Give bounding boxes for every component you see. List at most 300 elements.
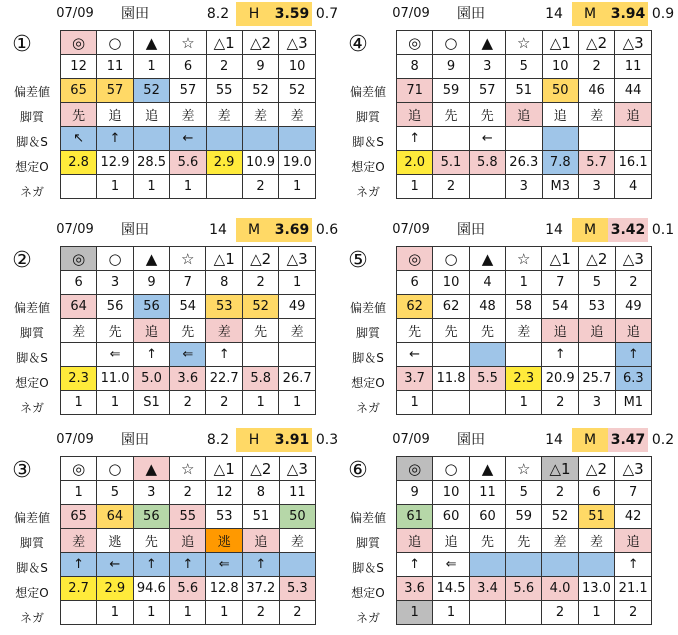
table-cell: ◎ <box>397 247 433 271</box>
table-cell: 4 <box>469 271 505 295</box>
symbol-row <box>397 31 652 55</box>
race-date: 07/09 <box>56 6 94 21</box>
horse-number-row <box>397 55 652 79</box>
table-cell: 55 <box>170 505 206 529</box>
table-cell: 9 <box>242 55 279 79</box>
table-cell: 5.6 <box>506 577 542 601</box>
table-cell: 差 <box>279 529 315 553</box>
race-header <box>340 428 675 452</box>
table-cell: 2 <box>279 601 315 625</box>
horse-number-row <box>61 55 316 79</box>
table-cell: △3 <box>279 247 316 271</box>
row-label: ネガ <box>355 401 380 415</box>
table-cell: 先 <box>433 103 469 127</box>
table-cell: 2 <box>542 601 578 625</box>
table-cell: ← <box>97 553 133 577</box>
row-label: 想定O <box>351 586 385 600</box>
table-cell: 10 <box>433 481 470 505</box>
row-label: 脚質 <box>19 110 44 124</box>
table-cell: 62 <box>433 295 470 319</box>
table-cell: ▲ <box>469 457 505 481</box>
row-label: 脚＆S <box>16 135 48 149</box>
expected-odds-row <box>61 577 316 601</box>
table-cell: ○ <box>97 457 133 481</box>
table-cell <box>433 343 470 367</box>
race-number: ① <box>12 32 32 57</box>
row-label: 脚質 <box>19 536 44 550</box>
expected-odds-row <box>61 367 316 391</box>
table-cell: 追 <box>133 319 169 343</box>
table-cell: 54 <box>170 295 206 319</box>
table-cell: 6 <box>61 271 97 295</box>
table-cell: 先 <box>133 529 170 553</box>
horse-number-row <box>397 271 652 295</box>
race-value: 0.7 <box>315 6 339 22</box>
race-panel <box>340 2 675 204</box>
table-cell: 3.6 <box>397 577 433 601</box>
table-cell: 1 <box>279 175 316 199</box>
race-number: ③ <box>12 458 32 483</box>
row-label: 脚＆S <box>352 351 384 365</box>
table-cell <box>579 343 616 367</box>
table-cell: ☆ <box>506 247 542 271</box>
table-cell: 53 <box>206 295 243 319</box>
table-cell: 64 <box>61 295 97 319</box>
horse-number-row <box>397 481 652 505</box>
table-cell: 1 <box>61 391 97 415</box>
table-cell: 2 <box>206 391 243 415</box>
expected-odds-row <box>397 577 652 601</box>
table-cell: 71 <box>397 79 433 103</box>
table-cell: ↑ <box>615 343 651 367</box>
table-cell <box>279 127 316 151</box>
table-cell: 5.1 <box>433 151 469 175</box>
table-cell: 3 <box>469 55 505 79</box>
table-cell: ◎ <box>397 457 433 481</box>
race-panel <box>4 2 339 204</box>
symbol-row <box>61 247 316 271</box>
table-cell: 42 <box>615 505 652 529</box>
row-label: 偏差値 <box>349 511 386 525</box>
negative-row <box>61 175 316 199</box>
table-cell: 11 <box>97 55 134 79</box>
table-cell: ↑ <box>615 553 652 577</box>
table-cell: 先 <box>469 529 505 553</box>
table-cell: 5.5 <box>469 367 505 391</box>
table-cell: 2 <box>206 55 242 79</box>
table-cell: 10 <box>279 55 316 79</box>
table-cell: △2 <box>243 457 280 481</box>
table-cell: ◎ <box>61 457 97 481</box>
table-cell: 51 <box>578 505 615 529</box>
table-cell: 2 <box>542 391 579 415</box>
table-cell: ◎ <box>397 31 433 55</box>
table-cell: 差 <box>242 103 279 127</box>
row-label: 脚質 <box>355 536 380 550</box>
table-cell: △2 <box>243 247 279 271</box>
prediction-table <box>60 30 316 199</box>
prediction-table <box>60 246 316 415</box>
running-style-row <box>61 103 316 127</box>
table-cell: ◎ <box>61 31 97 55</box>
table-cell: 37.2 <box>243 577 280 601</box>
table-cell: 2.0 <box>397 151 433 175</box>
table-cell: △1 <box>542 31 578 55</box>
row-label: 脚＆S <box>16 351 48 365</box>
table-cell: 5 <box>97 481 133 505</box>
table-cell: ▲ <box>469 31 505 55</box>
table-cell: 7 <box>542 271 579 295</box>
table-cell <box>506 601 542 625</box>
table-cell <box>505 127 542 151</box>
deviation-row <box>61 505 316 529</box>
table-cell: 65 <box>61 79 97 103</box>
table-cell: 9 <box>397 481 433 505</box>
race-distance: 14 <box>545 222 563 238</box>
table-cell <box>61 175 97 199</box>
table-cell: ↑ <box>61 553 97 577</box>
table-cell: ☆ <box>170 247 206 271</box>
table-cell: 2 <box>170 391 206 415</box>
table-cell: 52 <box>133 79 170 103</box>
race-venue: 園田 <box>121 432 149 448</box>
table-cell: 50 <box>542 79 578 103</box>
table-cell: 差 <box>578 103 614 127</box>
table-cell: 52 <box>542 505 578 529</box>
table-cell: ☆ <box>170 31 206 55</box>
leg-speed-row <box>397 553 652 577</box>
table-cell: 9 <box>433 55 469 79</box>
table-cell: 追 <box>133 103 170 127</box>
table-cell: 5.6 <box>170 577 206 601</box>
row-label: ネガ <box>19 185 44 199</box>
table-cell: 差 <box>506 319 542 343</box>
table-cell: ○ <box>433 31 469 55</box>
table-cell: 7 <box>615 481 652 505</box>
race-value: 0.2 <box>651 432 675 448</box>
table-cell <box>61 343 97 367</box>
table-cell: △1 <box>542 457 578 481</box>
table-cell: △2 <box>242 31 279 55</box>
row-label: ネガ <box>19 611 44 625</box>
table-cell: ▲ <box>133 247 169 271</box>
table-cell: 5.0 <box>133 367 169 391</box>
table-cell: 4 <box>615 175 652 199</box>
table-cell: 差 <box>206 103 242 127</box>
table-cell: S1 <box>133 391 169 415</box>
race-index: 3.69 <box>272 218 312 242</box>
table-cell: 1 <box>97 601 133 625</box>
table-cell: 差 <box>279 319 316 343</box>
table-cell: △3 <box>615 247 651 271</box>
table-cell: 差 <box>279 103 316 127</box>
table-cell <box>506 553 542 577</box>
table-cell: 6.3 <box>615 367 651 391</box>
race-date: 07/09 <box>392 6 430 21</box>
running-style-row <box>397 103 652 127</box>
table-cell: 1 <box>506 271 542 295</box>
table-cell: 5 <box>579 271 616 295</box>
table-cell: 先 <box>433 319 470 343</box>
race-header <box>4 428 339 452</box>
row-label: 偏差値 <box>13 511 50 525</box>
table-cell: 50 <box>279 505 315 529</box>
row-label: 想定O <box>15 376 49 390</box>
race-grade: M <box>572 2 608 26</box>
table-cell: 追 <box>505 103 542 127</box>
table-cell: 1 <box>170 175 206 199</box>
table-cell: M3 <box>542 175 578 199</box>
race-distance: 8.2 <box>206 6 230 22</box>
table-cell: 2.9 <box>206 151 242 175</box>
table-cell: △1 <box>542 247 579 271</box>
race-index: 3.91 <box>272 428 312 452</box>
race-panel <box>4 428 339 630</box>
table-cell: 2 <box>542 481 578 505</box>
symbol-row <box>61 31 316 55</box>
table-cell: △2 <box>579 247 616 271</box>
table-cell <box>542 127 578 151</box>
table-cell: 60 <box>433 505 470 529</box>
table-cell: 1 <box>133 601 170 625</box>
table-cell: 3 <box>133 481 170 505</box>
race-number: ② <box>12 248 32 273</box>
table-cell <box>469 175 505 199</box>
table-cell: 3 <box>97 271 134 295</box>
race-value: 0.1 <box>651 222 675 238</box>
row-label: 想定O <box>15 160 49 174</box>
race-number: ④ <box>348 32 368 57</box>
table-cell: 52 <box>242 79 279 103</box>
table-cell: △1 <box>206 457 243 481</box>
table-cell: 21.1 <box>615 577 652 601</box>
table-cell: 56 <box>133 505 170 529</box>
table-cell: 先 <box>506 529 542 553</box>
table-cell: 差 <box>578 529 615 553</box>
table-cell: ↑ <box>133 553 170 577</box>
race-number: ⑤ <box>348 248 368 273</box>
table-cell: 12 <box>61 55 97 79</box>
table-cell: 5.8 <box>243 367 279 391</box>
table-cell: 差 <box>61 319 97 343</box>
table-cell: 追 <box>243 529 280 553</box>
table-cell: 差 <box>542 529 578 553</box>
table-cell: △1 <box>206 247 243 271</box>
table-cell: 65 <box>61 505 97 529</box>
table-cell: 11.0 <box>97 367 134 391</box>
table-cell: △3 <box>279 457 315 481</box>
row-label: ネガ <box>355 185 380 199</box>
table-cell: 13.0 <box>578 577 615 601</box>
table-cell <box>469 343 505 367</box>
table-cell: 2 <box>170 481 206 505</box>
table-cell: 59 <box>506 505 542 529</box>
race-index: 3.47 <box>608 428 648 452</box>
table-cell: 48 <box>469 295 505 319</box>
table-cell: ⇐ <box>170 343 206 367</box>
table-cell <box>61 601 97 625</box>
race-venue: 園田 <box>121 6 149 22</box>
table-cell: 94.6 <box>133 577 170 601</box>
table-cell: 28.5 <box>133 151 170 175</box>
table-cell: ▲ <box>133 31 170 55</box>
row-label: 想定O <box>351 160 385 174</box>
leg-speed-row <box>61 343 316 367</box>
table-cell <box>469 601 505 625</box>
row-label: 偏差値 <box>349 301 386 315</box>
table-cell: 14.5 <box>433 577 470 601</box>
table-cell: 先 <box>97 319 134 343</box>
table-cell: 6 <box>578 481 615 505</box>
negative-row <box>61 391 316 415</box>
table-cell: 20.9 <box>542 367 579 391</box>
race-distance: 14 <box>545 6 563 22</box>
table-cell: 19.0 <box>279 151 316 175</box>
race-date: 07/09 <box>392 222 430 237</box>
prediction-table <box>396 246 652 415</box>
table-cell: 先 <box>469 319 505 343</box>
table-cell: 11 <box>469 481 505 505</box>
table-cell: 1 <box>279 391 316 415</box>
row-label: 脚質 <box>19 326 44 340</box>
table-cell: 1 <box>170 601 206 625</box>
table-cell: ← <box>170 127 206 151</box>
table-cell: ⇐ <box>433 553 470 577</box>
deviation-row <box>61 295 316 319</box>
symbol-row <box>397 247 652 271</box>
table-cell: ← <box>469 127 505 151</box>
row-label: 偏差値 <box>13 301 50 315</box>
table-cell <box>133 127 170 151</box>
table-cell: 5.3 <box>279 577 315 601</box>
race-header <box>4 2 339 26</box>
race-venue: 園田 <box>457 222 485 238</box>
table-cell: 5 <box>506 481 542 505</box>
leg-speed-row <box>61 553 316 577</box>
race-venue: 園田 <box>121 222 149 238</box>
race-value: 0.6 <box>315 222 339 238</box>
table-cell: 追 <box>433 529 470 553</box>
race-number: ⑥ <box>348 458 368 483</box>
race-date: 07/09 <box>392 432 430 447</box>
table-cell: 26.3 <box>505 151 542 175</box>
table-cell: 2 <box>243 601 280 625</box>
table-cell: ○ <box>433 457 470 481</box>
deviation-row <box>397 505 652 529</box>
table-cell: 追 <box>615 319 651 343</box>
table-cell: 2.8 <box>61 151 97 175</box>
table-cell: 10.9 <box>242 151 279 175</box>
deviation-row <box>397 79 652 103</box>
table-cell: 57 <box>170 79 206 103</box>
row-label: 脚質 <box>355 326 380 340</box>
table-cell: 54 <box>542 295 579 319</box>
race-index: 3.94 <box>608 2 648 26</box>
table-cell: 51 <box>505 79 542 103</box>
table-cell: △2 <box>578 31 614 55</box>
race-venue: 園田 <box>457 432 485 448</box>
table-cell: 逃 <box>97 529 133 553</box>
table-cell: ☆ <box>505 31 542 55</box>
table-cell: 53 <box>206 505 243 529</box>
table-cell: 12 <box>206 481 243 505</box>
table-cell: 8 <box>243 481 280 505</box>
table-cell: 2.9 <box>97 577 133 601</box>
table-cell: 10 <box>433 271 470 295</box>
table-cell: △1 <box>206 31 242 55</box>
race-grade: M <box>572 428 608 452</box>
table-cell: 1 <box>133 55 170 79</box>
table-cell: ↑ <box>170 553 206 577</box>
table-cell: 49 <box>615 295 651 319</box>
table-cell: 2 <box>615 601 652 625</box>
table-cell: 57 <box>97 79 134 103</box>
table-cell: 51 <box>243 505 280 529</box>
race-grade: M <box>572 218 608 242</box>
table-cell: 1 <box>506 391 542 415</box>
table-cell: 7 <box>170 271 206 295</box>
table-cell: 60 <box>469 505 505 529</box>
table-cell: 1 <box>97 391 134 415</box>
table-cell: 2 <box>615 271 651 295</box>
table-cell <box>469 391 505 415</box>
table-cell: ⇐ <box>97 343 134 367</box>
race-panel <box>340 428 675 630</box>
race-panel <box>340 218 675 420</box>
table-cell: 56 <box>133 295 169 319</box>
table-cell: ↑ <box>97 127 134 151</box>
row-label: 想定O <box>15 586 49 600</box>
table-cell: 1 <box>397 175 433 199</box>
horse-number-row <box>61 271 316 295</box>
table-cell: 6 <box>170 55 206 79</box>
table-cell <box>279 553 315 577</box>
table-cell: ○ <box>97 247 134 271</box>
table-cell: 先 <box>397 319 433 343</box>
expected-odds-row <box>397 151 652 175</box>
table-cell: ↑ <box>206 343 243 367</box>
table-cell: ← <box>397 343 433 367</box>
table-cell: ○ <box>433 247 470 271</box>
table-cell: 22.7 <box>206 367 243 391</box>
table-cell: 12.9 <box>97 151 134 175</box>
table-cell: 64 <box>97 505 133 529</box>
table-cell: 8 <box>397 55 433 79</box>
table-cell: 1 <box>279 271 316 295</box>
table-cell: 1 <box>206 601 243 625</box>
race-header <box>4 218 339 242</box>
prediction-table <box>396 456 652 625</box>
table-cell: △3 <box>279 31 316 55</box>
race-distance: 14 <box>209 222 227 238</box>
table-cell: M1 <box>615 391 651 415</box>
table-cell: 先 <box>243 319 279 343</box>
table-cell: ◎ <box>61 247 97 271</box>
table-cell: 追 <box>615 103 652 127</box>
table-cell: 差 <box>206 319 243 343</box>
table-cell: 3.7 <box>397 367 433 391</box>
table-cell: 7.8 <box>542 151 578 175</box>
race-distance: 8.2 <box>206 432 230 448</box>
negative-row <box>397 601 652 625</box>
table-cell: 52 <box>243 295 279 319</box>
table-cell: 追 <box>397 103 433 127</box>
table-cell: 追 <box>97 103 134 127</box>
horse-number-row <box>61 481 316 505</box>
race-header <box>340 218 675 242</box>
table-cell <box>542 553 578 577</box>
symbol-row <box>61 457 316 481</box>
